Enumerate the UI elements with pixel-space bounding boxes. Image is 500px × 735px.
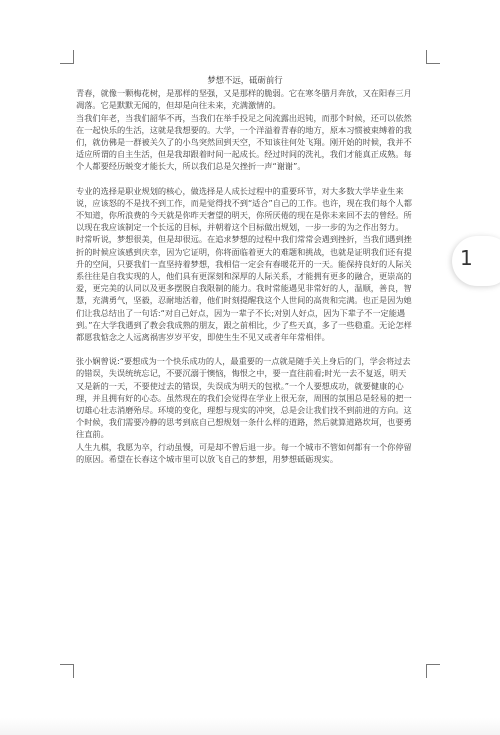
paragraph-3: 专业的选择是职业规划的核心，做选择是人成长过程中的重要环节，对大多数大学毕业生来说，应该怒的不是找不到工作，而是觉得找不到“适合”自己的工作。也许，现在我们每个人都不知道，你所浪费的今天就是你昨天奢望的明天，你所厌倦的现在是你未来回不去的曾经。所以现在我应该制定一个长远的目标，并朝着这个目标做出规划，一步一步的为之作出努力。 bbox=[76, 185, 412, 233]
document-body bbox=[76, 74, 414, 465]
paragraph-6: 人生九棋，我愿为卒，行动虽慢，可是却不曾后退一步。每一个城市不管如何都有一个你停留的原因。希望在长春这个城市里可以放飞自己的梦想，用梦想砥砺现实。 bbox=[76, 441, 412, 464]
paragraph-gap bbox=[76, 343, 414, 355]
paragraph-5: 张小娴曾说:“要想成为一个快乐成功的人，最重要的一点就是随手关上身后的门，学会将过去的错误，失误统统忘记，不要沉溺于懊恼，悔恨之中，要一直往前看;时光一去不复返，明天又是新的一天，不要使过去的错误，失误成为明天的包袱。”一个人要想成功，就要健康的心理，并且拥有好的心态。虽然现在的我们会觉得在学业上很无奈，周围的氛围总是轻易的把一切雄心壮志消磨殆尽。环境的变化，理想与现实的冲突，总是会让我们找不到前进的方向。这个时候，我们需要冷静的思考到底自己想规划一条什么样的道路，然后就算道路坎坷，也要勇往直前。 bbox=[76, 356, 412, 440]
page-bottom-edge bbox=[0, 718, 500, 735]
paragraph-2: 当我们年老，当我们韶华不再，当我们在举手投足之间流露出迟钝，而那个时候，还可以依然在一起快乐的生活，这就是我想要的。大学，一个洋溢着青春的地方，原本习惯被束缚着的我们，就仿佛是一群被关久了的小鸟突然回到天空，不知该往何处飞翔。刚开始的时候，我并不适应所谓的自主生活，但是我却跟着时间一起成长。经过时间的洗礼，我们才能真正成熟。每个人都要经历蜕变才能长大，所以我们总是欠挫折一声“谢谢”。 bbox=[76, 112, 412, 172]
page-number: 1 bbox=[460, 246, 473, 270]
paragraph-4: 时常听说，梦想很美，但是却很远。在追求梦想的过程中我们常常会遇到挫折，当我们遇到挫折的时候应该感到庆幸，因为它证明，你将面临着更大的难题和挑战，也就是证明我们还有提升的空间，只要我们一直坚持着梦想，我相信一定会有春暖花开的一天。能保持良好的人际关系往往是自我实现的人，他们具有更深刻和深厚的人际关系，才能拥有更多的融合，更崇高的爱，更完美的认同以及更多摆脱自我限制的能力。我时常能遇见非常好的人，温顺，善良，智慧，充满勇气，坚毅，忍耐地活着，他们时刻提醒我这个人世间的高贵和完满。也正是因为她们让我总结出了一句话:“对自己好点，因为一辈子不长;对别人好点，因为下辈子不一定能遇到。”在大学我遇到了教会我成熟的朋友，跟之前相比，少了些天真，多了一些稳重。无论怎样都愿我惦念之人远离祸害岁岁平安，即使生生不见又或者年年常相伴。 bbox=[76, 234, 412, 343]
document-title: 梦想不远，砥砺前行 bbox=[207, 75, 283, 85]
paragraph-gap bbox=[76, 173, 414, 185]
paragraph-1: 青春，就像一颗梅花树，是那样的坚强，又是那样的脆弱。它在寒冬腊月奔放，又在阳春三月凋落。它是默默无闻的，但却是向往未来，充满激情的。 bbox=[76, 88, 412, 111]
